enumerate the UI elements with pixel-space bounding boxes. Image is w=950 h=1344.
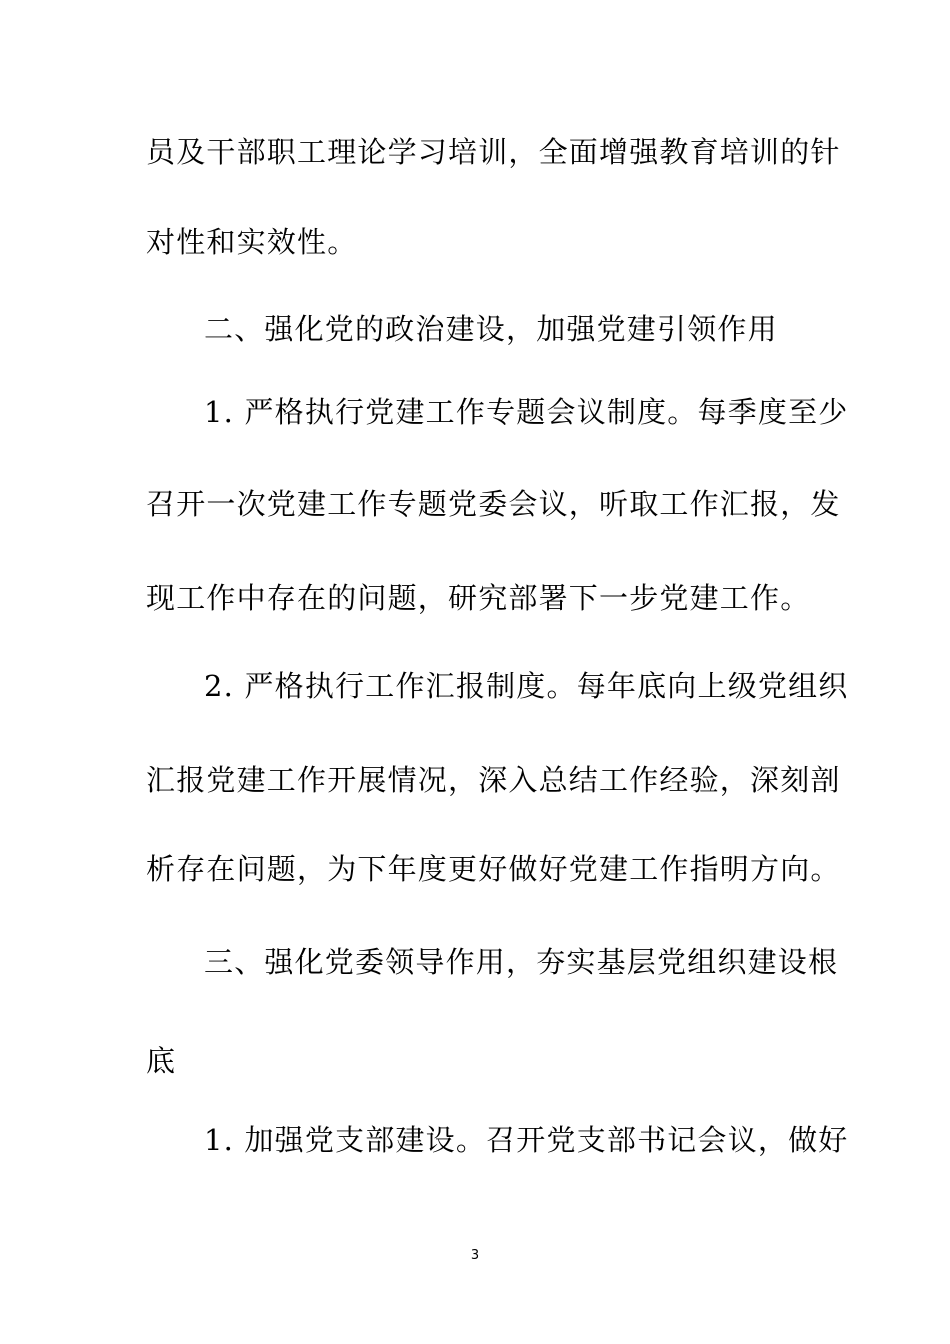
text-line: 2. 严格执行工作汇报制度。每年底向上级党组织	[204, 669, 849, 703]
text-line: 1. 加强党支部建设。召开党支部书记会议，做好	[204, 1123, 849, 1157]
text-line: 底	[146, 1044, 177, 1078]
section-heading: 三、强化党委领导作用，夯实基层党组织建设根	[204, 945, 839, 979]
text-line: 汇报党建工作开展情况，深入总结工作经验，深刻剖	[146, 763, 841, 797]
text-line: 召开一次党建工作专题党委会议，听取工作汇报，发	[146, 487, 841, 521]
page-number: 3	[470, 1248, 480, 1263]
text-line: 析存在问题，为下年度更好做好党建工作指明方向。	[146, 852, 841, 886]
text-line: 1. 严格执行党建工作专题会议制度。每季度至少	[204, 395, 849, 429]
section-heading: 二、强化党的政治建设，加强党建引领作用	[204, 312, 778, 346]
text-line: 员及干部职工理论学习培训，全面增强教育培训的针	[146, 135, 841, 169]
text-line: 对性和实效性。	[146, 225, 358, 259]
text-line: 现工作中存在的问题，研究部署下一步党建工作。	[146, 581, 811, 615]
